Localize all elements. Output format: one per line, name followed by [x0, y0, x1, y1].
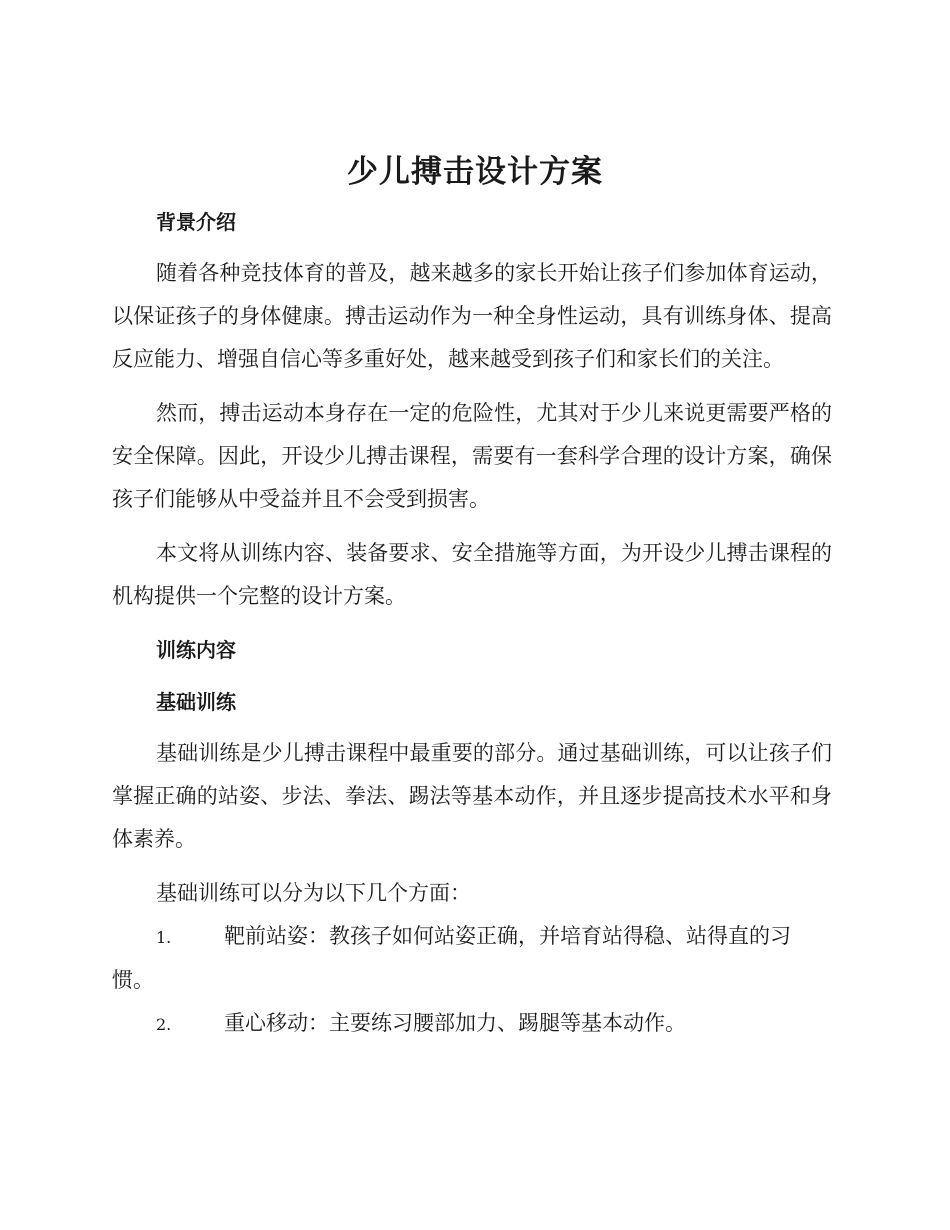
list-item-text: 靶前站姿：教孩子如何站姿正确，并培育站得稳、站得直的习惯。 [112, 924, 791, 992]
document-title: 少儿搏击设计方案 [347, 154, 603, 190]
list-item [112, 915, 832, 1002]
basic-paragraph-1: 基础训练是少儿搏击课程中最重要的部分。通过基础训练，可以让孩子们掌握正确的站姿、步法、拳法、踢法等基本动作，并且逐步提高技术水平和身体素养。 [112, 741, 832, 851]
background-paragraph-1: 随着各种竞技体育的普及，越来越多的家长开始让孩子们参加体育运动，以保证孩子的身体健康。搏击运动作为一种全身性运动，具有训练身体、提高反应能力、增强自信心等多重好处，越来越受到孩子们和家长们的关注。 [112, 261, 832, 371]
subsection-heading-basic: 基础训练 [156, 690, 236, 714]
list-item-text: 重心移动：主要练习腰部加力、踢腿等基本动作。 [224, 1011, 686, 1035]
list-item [112, 1002, 832, 1046]
basic-paragraph-2: 基础训练可以分为以下几个方面： [156, 881, 471, 905]
section-heading-background: 背景介绍 [156, 210, 236, 234]
list-item-number: 1. [156, 928, 172, 947]
document-body [112, 202, 832, 1046]
background-paragraph-2: 然而，搏击运动本身存在一定的危险性，尤其对于少儿来说更需要严格的安全保障。因此，开设少儿搏击课程，需要有一套科学合理的设计方案，确保孩子们能够从中受益并且不会受到损害。 [112, 401, 832, 511]
list-item-number: 2. [156, 1015, 172, 1034]
section-heading-training: 训练内容 [156, 638, 236, 662]
background-paragraph-3: 本文将从训练内容、装备要求、安全措施等方面，为开设少儿搏击课程的机构提供一个完整的设计方案。 [112, 541, 832, 608]
